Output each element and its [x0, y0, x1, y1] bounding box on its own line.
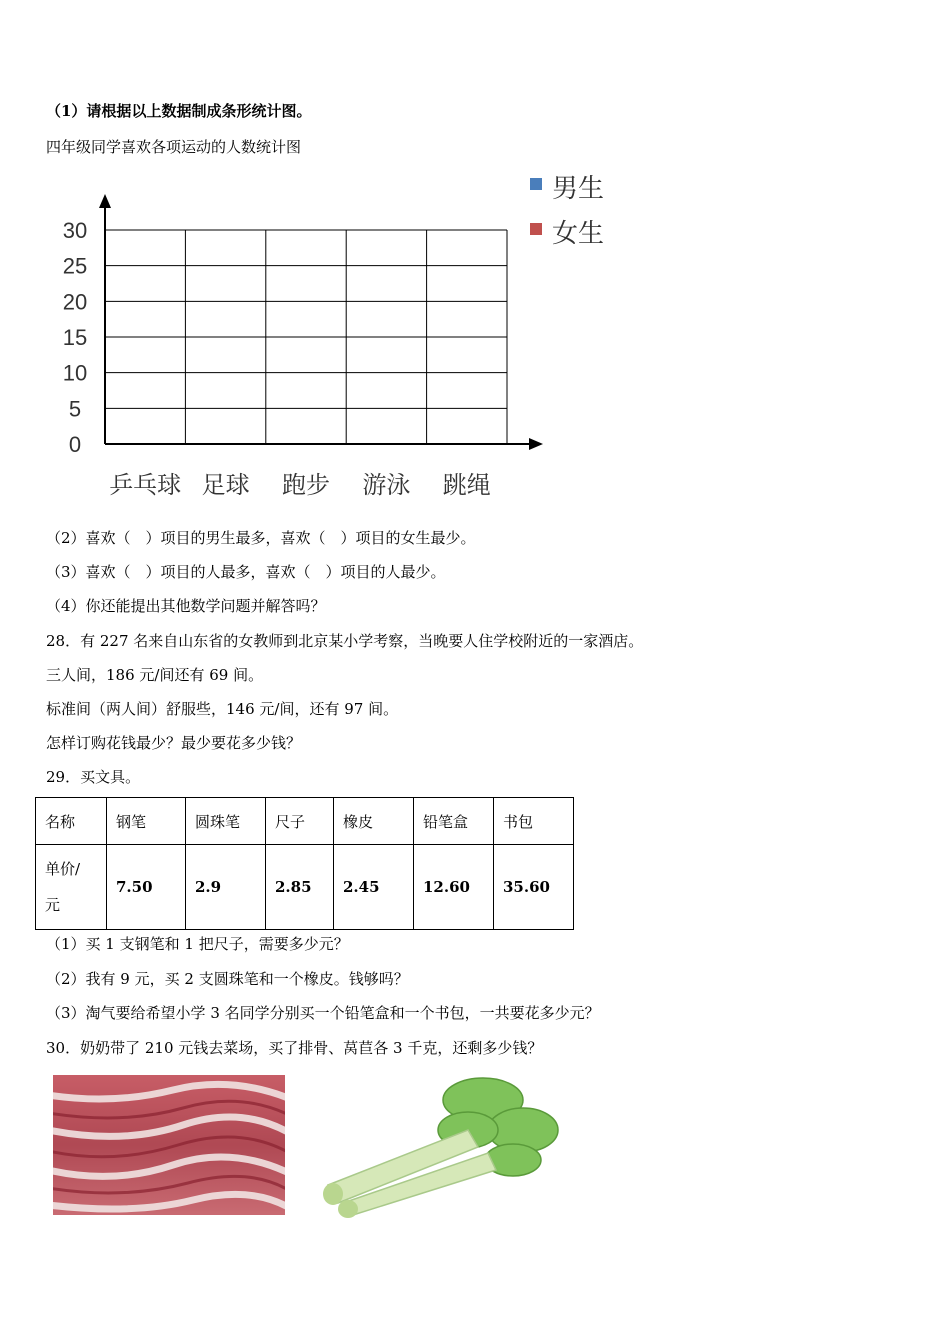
price-cell: 35.60 [494, 845, 574, 930]
q27-part3: （3）喜欢（ ）项目的人最多，喜欢（ ）项目的人最少。 [46, 563, 446, 581]
q29-part2: （2）我有 9 元，买 2 支圆珠笔和一个橡皮。钱够吗？ [46, 970, 409, 988]
q28-line2: 三人间，186 元/间还有 69 间。 [46, 666, 264, 684]
table-header-row [36, 798, 574, 845]
table-header-cell: 铅笔盒 [414, 798, 494, 845]
y-tick-label: 10 [62, 360, 88, 386]
legend-label: 女生 [552, 219, 605, 249]
chart-grid [99, 194, 543, 450]
table-header-cell: 圆珠笔 [186, 798, 266, 845]
row-label-cell [36, 845, 107, 930]
legend-label: 男生 [552, 174, 605, 204]
table-header-cell: 尺子 [266, 798, 334, 845]
y-tick-label: 5 [68, 396, 82, 422]
y-axis-arrow [99, 194, 111, 208]
q28-line3: 标准间（两人间）舒服些，146 元/间，还有 97 间。 [46, 700, 399, 718]
x-axis-arrow [529, 438, 543, 450]
celtuce-image [318, 1075, 563, 1220]
row-label-line1: 单价/ [45, 860, 81, 878]
table-header-cell: 钢笔 [107, 798, 186, 845]
y-tick-label: 30 [62, 218, 88, 243]
y-tick-label: 0 [68, 432, 82, 457]
price-table [35, 797, 574, 930]
price-cell: 2.9 [186, 845, 266, 930]
chart-title: 四年级同学喜欢各项运动的人数统计图 [46, 138, 302, 156]
q27-part4: （4）你还能提出其他数学问题并解答吗？ [46, 597, 326, 615]
pork-ribs-image [53, 1075, 285, 1215]
q29-part3: （3）淘气要给希望小学 3 名同学分别买一个铅笔盒和一个书包，一共要花多少元？ [46, 1004, 600, 1022]
table-header-cell: 橡皮 [334, 798, 414, 845]
bar-chart [40, 168, 620, 508]
y-tick-label: 20 [62, 289, 88, 315]
q27-part2: （2）喜欢（ ）项目的男生最多，喜欢（ ）项目的女生最少。 [46, 529, 476, 547]
row-label-line2: 元 [45, 896, 61, 914]
q27-part1: （1）请根据以上数据制成条形统计图。 [46, 102, 312, 120]
q29-title: 29．买文具。 [46, 768, 141, 786]
price-cell: 2.85 [266, 845, 334, 930]
x-tick-label: 跳绳 [442, 471, 491, 499]
table-header-cell: 名称 [36, 798, 107, 845]
y-tick-labels [63, 218, 87, 457]
chart-legend [530, 174, 604, 249]
table-header-cell: 书包 [494, 798, 574, 845]
x-tick-label: 跑步 [282, 471, 330, 499]
price-cell: 7.50 [107, 845, 186, 930]
price-cell: 2.45 [334, 845, 414, 930]
x-tick-label: 游泳 [362, 471, 411, 499]
price-cell: 12.60 [414, 845, 494, 930]
legend-swatch [530, 178, 542, 190]
table-row [36, 845, 574, 930]
legend-swatch [530, 223, 542, 235]
y-tick-label: 25 [62, 253, 88, 279]
y-tick-label: 15 [62, 325, 88, 350]
x-tick-label: 乒乓球 [109, 471, 182, 499]
x-tick-label: 足球 [201, 471, 250, 499]
q28-line4: 怎样订购花钱最少？最少要花多少钱？ [46, 734, 302, 752]
x-tick-labels [109, 471, 491, 499]
q29-part1: （1）买 1 支钢笔和 1 把尺子，需要多少元？ [46, 935, 349, 953]
q28-line1: 28．有 227 名来自山东省的女教师到北京某小学考察，当晚要人住学校附近的一家酒店。 [46, 632, 644, 650]
q30-text: 30．奶奶带了 210 元钱去菜场，买了排骨、莴苣各 3 千克，还剩多少钱？ [46, 1039, 543, 1057]
